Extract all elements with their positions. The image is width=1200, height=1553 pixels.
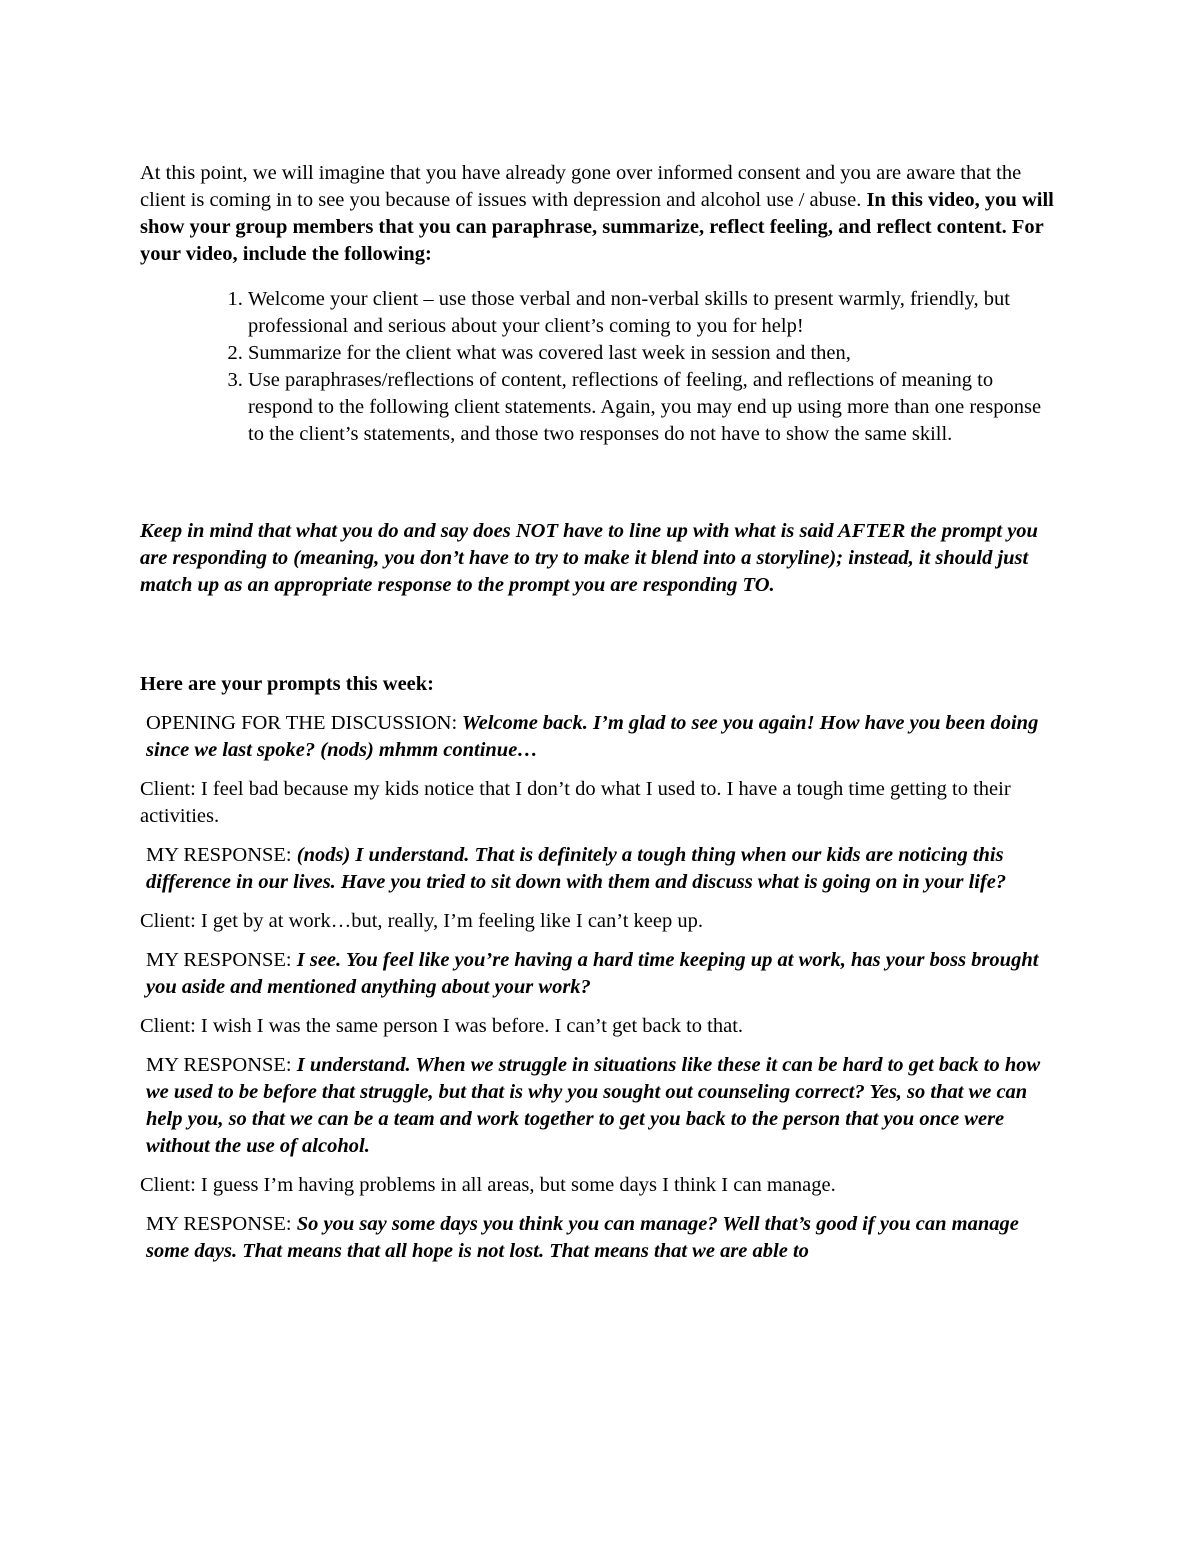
task-item: 1. Welcome your client – use those verbal and non-verbal skills to present warmly, friendly, but professional and serious about your client’s coming to you for help! <box>248 286 1060 340</box>
intro-text: At this point, we will imagine that you have already gone over informed consent and you are aware that the client is coming in to see you because of issues with depression and alcohol use / abuse. <box>140 162 1022 211</box>
opening-label: OPENING FOR THE DISCUSSION: <box>146 712 458 734</box>
client-statement: Client: I feel bad because my kids notice that I don’t do what I used to. I have a tough time getting to their activities. <box>140 778 1011 827</box>
response-text: So you say some days you think you can manage? Well that’s good if you can manage some days. That means that all hope is not lost. That means that we are able to <box>146 1213 1019 1262</box>
intro-paragraph <box>140 160 1060 268</box>
my-response <box>140 1052 1060 1160</box>
opening-prompt <box>140 710 1060 764</box>
response-label: MY RESPONSE: <box>146 1054 292 1076</box>
task-item: 2. Summarize for the client what was covered last week in session and then, <box>248 340 1060 367</box>
task-item: 3. Use paraphrases/reflections of content, reflections of feeling, and reflections of meaning to respond to the following client statements. Again, you may end up using more than one response to the client’s statements, and those two responses do not have to show the same skill. <box>248 367 1060 448</box>
task-list <box>140 286 1060 448</box>
opening-text: Welcome back. I’m glad to see you again! How have you been doing since we last spoke? (nods) mhmm continue… <box>146 712 1039 761</box>
prompts-heading: Here are your prompts this week: <box>140 673 434 695</box>
response-label: MY RESPONSE: <box>146 949 292 971</box>
document-page <box>140 160 1060 1277</box>
client-statement: Client: I wish I was the same person I was before. I can’t get back to that. <box>140 1015 744 1037</box>
client-statement: Client: I guess I’m having problems in all areas, but some days I think I can manage. <box>140 1174 836 1196</box>
intro-instruction: In this video, you will show your group members that you can paraphrase, summarize, reflect feeling, and reflect content. For your video, include the following: <box>140 189 1054 265</box>
my-response <box>140 947 1060 1001</box>
response-text: I understand. When we struggle in situations like these it can be hard to get back to how we used to be before that struggle, but that is why you sought out counseling correct? Yes, so that we can help you, so that we can be a team and work together to get you back to the person that you once were without the use of alcohol. <box>146 1054 1041 1157</box>
response-text: I see. You feel like you’re having a hard time keeping up at work, has your boss brought you aside and mentioned anything about your work? <box>146 949 1039 998</box>
my-response <box>140 1211 1060 1265</box>
my-response <box>140 842 1060 896</box>
response-label: MY RESPONSE: <box>146 844 292 866</box>
client-statement: Client: I get by at work…but, really, I’m feeling like I can’t keep up. <box>140 910 704 932</box>
response-text: (nods) I understand. That is definitely a tough thing when our kids are noticing this difference in our lives. Have you tried to sit down with them and discuss what is going on in your life? <box>146 844 1007 893</box>
response-label: MY RESPONSE: <box>146 1213 292 1235</box>
important-note: Keep in mind that what you do and say does NOT have to line up with what is said AFTER the prompt you are responding to (meaning, you don’t have to try to make it blend into a storyline); instead, it should just match up as an appropriate response to the prompt you are responding TO. <box>140 520 1038 596</box>
